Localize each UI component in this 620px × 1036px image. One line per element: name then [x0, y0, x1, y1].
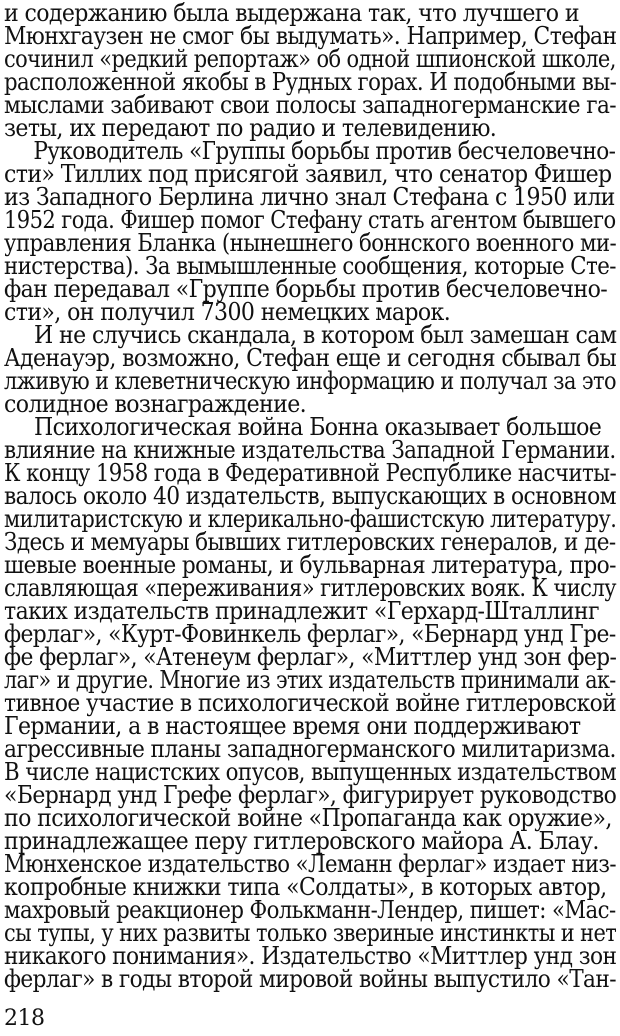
text-line: славляющая «переживания» гитлеровских вояк. К числу [4, 573, 616, 602]
text-line: Аденауэр, возможно, Стефан еще и сегодня сбывал бы [4, 343, 617, 372]
text-line: Мюнхгаузен не смог бы выдумать». Например, Стефан [4, 21, 617, 50]
text-line: сы тупы, у них развиты только звериные инстинкты и нет [4, 918, 617, 947]
text-line: валось около 40 издательств, выпускающих в основном [4, 481, 616, 510]
text-line: «Бернард унд Грефе ферлаг», фигурирует руководство [4, 780, 617, 809]
text-line: тивное участие в психологической войне гитлеровской [4, 688, 617, 717]
text-line: расположенной якобы в Рудных горах. И подобными вы- [4, 67, 617, 96]
text-line: агрессивные планы западногерманского милитаризма. [4, 734, 616, 763]
text-line: ферлаг» в годы второй мировой войны выпустило «Тан- [4, 964, 616, 993]
page-number: 218 [4, 1006, 45, 1031]
text-line: сочинил «редкий репортаж» об одной шпионской школе, [4, 44, 616, 73]
text-line: копробные книжки типа «Солдаты», в которых автор, [4, 872, 607, 901]
text-line: лживую и клеветническую информацию и получал за это [4, 366, 616, 395]
text-line: фе ферлаг», «Атенеум ферлаг», «Миттлер унд зон фер- [4, 642, 617, 671]
text-line: принадлежащее перу гитлеровского майора А. Блау. [4, 826, 599, 855]
text-line: махровый реакционер Фолькманн-Лендер, пишет: «Мас- [4, 895, 616, 924]
text-line: лаг» и другие. Многие из этих издательств принимали ак- [4, 665, 616, 694]
paragraph-first-line: Психологическая война Бонна оказывает большое [34, 412, 602, 441]
text-line: К концу 1958 года в Федеративной Республике насчиты- [4, 458, 617, 487]
text-line: В числе нацистских опусов, выпущенных издательством [4, 757, 617, 786]
text-line: шевые военные романы, и бульварная литература, про- [4, 550, 616, 579]
text-line: по психологической войне «Пропаганда как оружие», [4, 803, 612, 832]
text-line: из Западного Берлина лично знал Стефана с 1950 или [4, 182, 615, 211]
text-line: никакого понимания». Издательство «Миттлер унд зон [4, 941, 617, 970]
text-line: Германии, а в настоящее время они поддерживают [4, 711, 581, 740]
paragraph-first-line: Руководитель «Группы борьбы против бесчеловечно- [33, 136, 616, 165]
text-line: ферлаг», «Курт-Фовинкель ферлаг», «Бернард унд Гре- [4, 619, 616, 648]
text-line: влияние на книжные издательства Западной Германии. [4, 435, 616, 464]
text-line: нистерства). За вымышленные сообщения, которые Сте- [4, 251, 616, 280]
text-line: управления Бланка (нынешнего боннского военного ми- [4, 228, 617, 257]
paragraph-first-line: И не случись скандала, в котором был замешан сам [34, 320, 617, 349]
text-line: 1952 года. Фишер помог Стефану стать агентом бывшего [4, 205, 616, 234]
text-line: фан передавал «Группе борьбы против бесчеловечно- [4, 274, 608, 303]
text-line: мыслами забивают свои полосы западногерманские га- [4, 90, 616, 119]
text-line: милитаристскую и клерикально-фашистскую литературу. [4, 504, 617, 533]
text-line: и содержанию была выдержана так, что лучшего и [4, 0, 579, 27]
book-page [4, 0, 616, 1036]
text-line: сти» Тиллих под присягой заявил, что сенатор Фишер [4, 159, 612, 188]
text-line: Мюнхенское издательство «Леманн ферлаг» издает низ- [4, 849, 616, 878]
text-line: таких издательств принадлежит «Герхард-Шталлинг [4, 596, 599, 625]
text-line: сти», он получил 7300 немецких марок. [4, 297, 451, 326]
text-line: зеты, их передают по радио и телевидению. [4, 113, 497, 142]
text-line: солидное вознаграждение. [4, 389, 307, 418]
text-line: Здесь и мемуары бывших гитлеровских генералов, и де- [4, 527, 616, 556]
